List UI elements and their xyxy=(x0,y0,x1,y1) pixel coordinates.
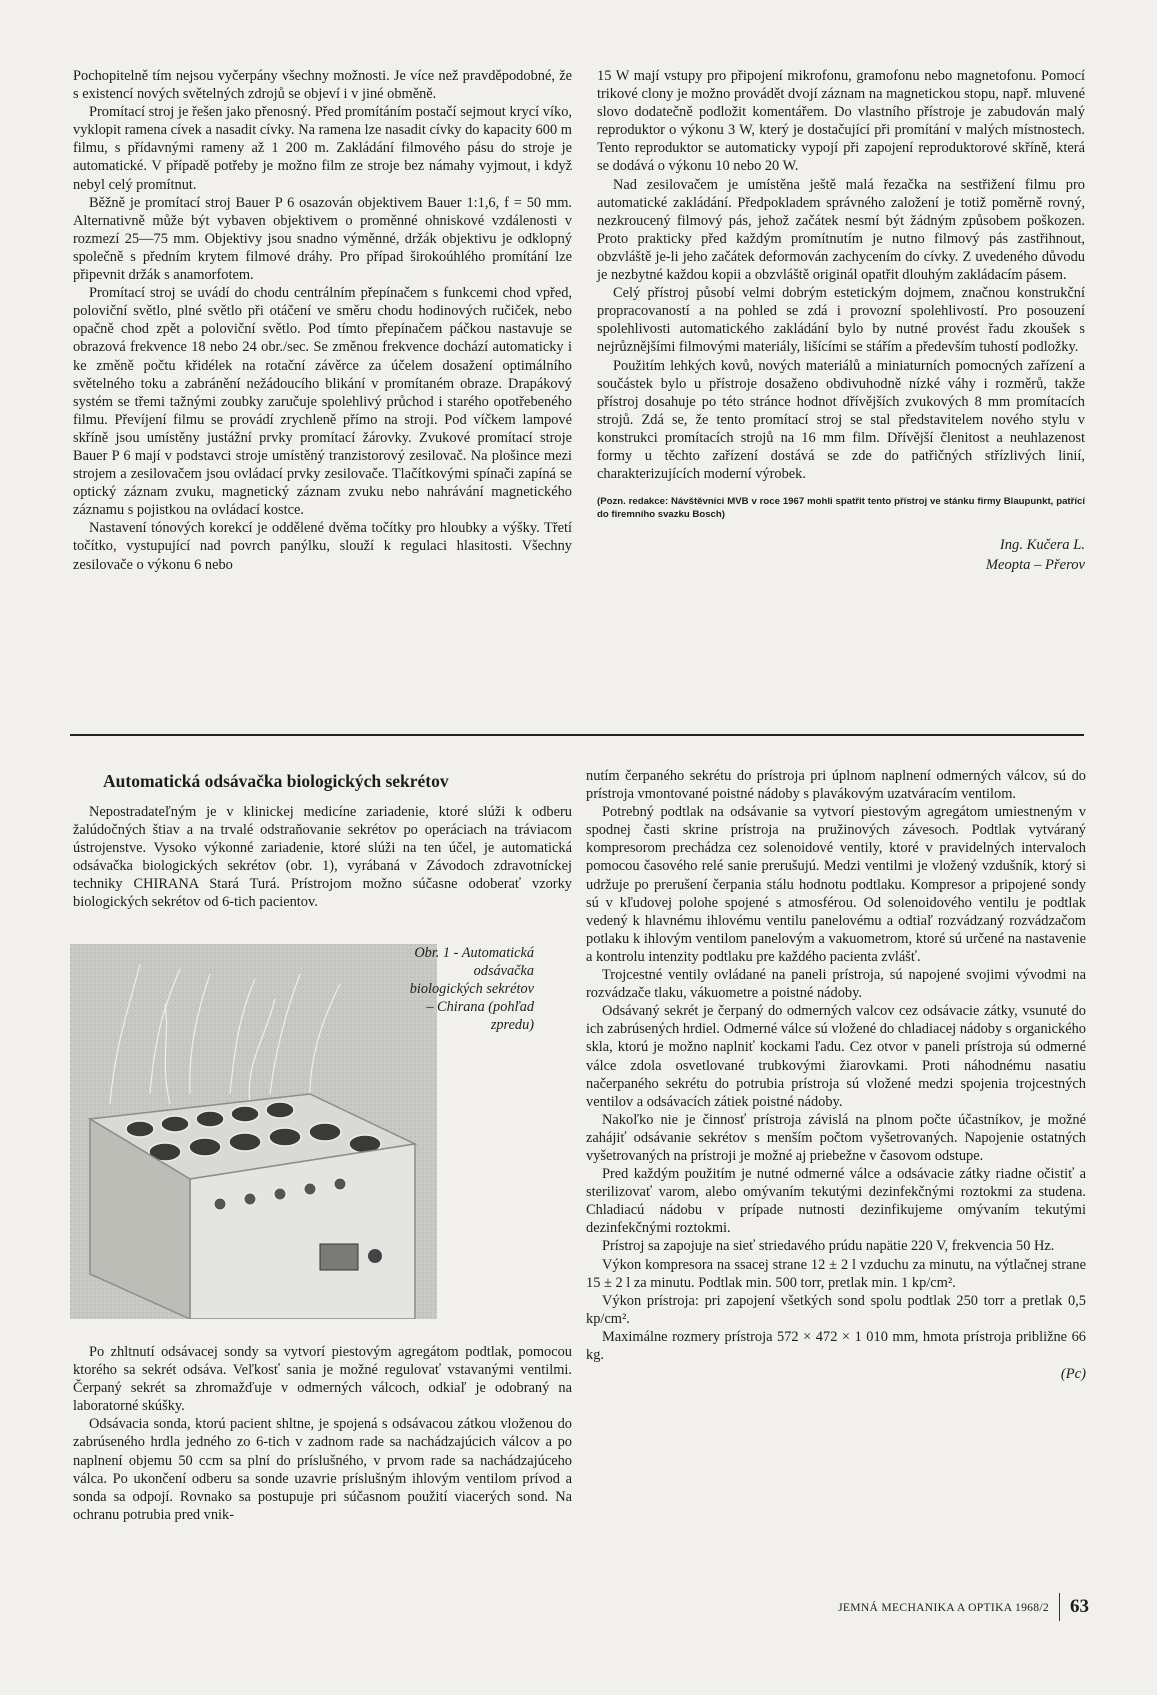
journal-name: JEMNÁ MECHANIKA A OPTIKA 1968/2 xyxy=(838,1600,1049,1614)
paragraph: Nad zesilovačem je umístěna ještě malá řezačka na sestřižení filmu pro automatické zakládání. Předpokladem správného založení je totiž poměrně rovný, nezkroucený filmový pás, jehož začátek nesmí být žádným způsobem poškozen. Proto prakticky před každým promítnutím je nutno filmový pás zastřihnout, obzvláště je-li jeho začátek deformován zachycením do cívky. Z uvedeného důvodu je nezbytné každou kopii a obzvláště originál opatřit dlouhým zakládacím pásem. xyxy=(597,176,1085,284)
article-title: Automatická odsávačka biologických sekrétov xyxy=(103,771,449,791)
paragraph: Výkon kompresora na ssacej strane 12 ± 2 l vzduchu za minutu, na výtlačnej strane 15 ± 2 l za minutu. Podtlak min. 500 torr, pretlak min. 1 kp/cm². xyxy=(586,1256,1086,1291)
paragraph: Běžně je promítací stroj Bauer P 6 osazován objektivem Bauer 1:1,6, f = 50 mm. Alternativně může být vybaven objektivem o proměnné ohniskové vzdálenosti v rozmezí 25—75 mm. Objektivy jsou snadno výměnné, držák objektivu je odklopný společně s předním krytem filmové dráhy. Pro případ širokoúhlého promítání lze připevnit držák s anamorfotem. xyxy=(73,194,572,284)
author-affiliation: Meopta – Přerov xyxy=(985,557,1085,574)
paragraph: Trojcestné ventily ovládané na paneli prístroja, sú napojené svojimi vývodmi na rozvádzače tlaku, vákuometre a poistné nádoby. xyxy=(586,967,1086,1002)
device-illustration xyxy=(70,944,437,1319)
editor-note: (Pozn. redakce: Návštěvníci MVB v roce 1967 mohli spatřit tento přístroj ve stánku firmy Blaupunkt, patřící do firemního svazku Bosch) xyxy=(597,496,1085,521)
paragraph: Maximálne rozmery prístroja 572 × 472 × 1 010 mm, hmota prístroja približne 66 kg. xyxy=(586,1328,1086,1363)
top-right-column xyxy=(597,67,1085,575)
paragraph: Odsávaný sekrét je čerpaný do odmerných valcov cez odsávacie zátky, vsunuté do ich zabrúsených hrdiel. Odmerné válce sú vložené do chladiacej nádoby s organického skla, ktorú je možno naplniť kockami ľadu. Cez otvor v paneli prístroja sú odmerné válce zdola osvetlované trubkovými žiarovkami. Proti náhodnému nasatiu načerpaného sekrétu do potrubia prístroja sú vložené medzi spojenia trojcestných ventilov a odsávacích zátiek poistné nádoby. xyxy=(586,1003,1086,1110)
section-divider xyxy=(70,734,1084,736)
article-intro xyxy=(73,803,572,912)
paragraph: Výkon prístroja: pri zapojení všetkých sond spolu podtlak 250 torr a pretlak 0,5 kp/cm². xyxy=(586,1292,1086,1327)
paragraph: Celý přístroj působí velmi dobrým estetickým dojmem, značnou konstrukční propracovaností a na pohled se zdá i provozní spolehlivostí. Pro posouzení spolehlivosti automatického zakládání bylo by nutné provést řadu zkoušek s nejrůznějšími filmovými materiály, lišícími se stářím a především tuhostí podložky. xyxy=(597,285,1085,356)
device-photo xyxy=(70,944,437,1319)
paragraph: Pochopitelně tím nejsou vyčerpány všechny možnosti. Je více než pravděpodobné, že s existencí nových světelných zdrojů se objeví i v jiné obměně. xyxy=(73,68,572,103)
article-left-bottom xyxy=(73,1343,572,1524)
article-author-mark: (Pc) xyxy=(1060,1366,1086,1383)
paragraph: Pred každým použitím je nutné odmerné válce a odsávacie zátky riadne očistiť a sterilizovať varom, alebo omývaním tekutými dezinfekčnými roztokmi za studena. Chladiacú nádobu v prípade nutnosti dezinfikujeme omývaním tekutými dezinfekčnými roztokmi. xyxy=(586,1166,1086,1237)
paragraph: Použitím lehkých kovů, nových materiálů a miniaturních pomocných zařízení a součástek bylo u přístroje dosaženo obdivuhodně nízké váhy i rozměrů, takže přístroj dosahuje po této stránce hodnot dřívějších zvukových 8 mm promítacích strojů. Zdá se, že tento promítací stroj se stal představitelem nového stylu v konstrukci promítacích strojů na 16 mm film. Dřívější členitost a neuhlazenost formy u těchto zařízení dostává se zde do patřičných střízlivých linií, charakterizujících moderní výrobek. xyxy=(597,357,1085,483)
paragraph: Odsávacia sonda, ktorú pacient shltne, je spojená s odsávacou zátkou vloženou do zabrúseného hrdla jedného zo 6-tich v zadnom rade sa nachádzajúcich válcov a po naplnení objemu 50 ccm sa plní do príslušného, v prvom rade sa nachádzajúceho válca. Po ukončení odberu sa sonde uzavrie príslušným ihlovým ventilom prívod a sonda sa odpojí. Rovnako sa postupuje pri súčasnom použití viacerých sond. Na ochranu potrubia pred vnik- xyxy=(73,1416,572,1523)
page-number: 63 xyxy=(1070,1596,1089,1617)
paragraph: Nepostradateľným je v klinickej medicíne zariadenie, ktoré slúži k odberu žalúdočných štiav a na trvalé odstraňovanie sekrétov po operáciach na tráviacom ústrojenstve. Vysoko výkonné zariadenie, ktoré slúži na ten účel, je automatická odsávačka biologických sekrétov (obr. 1), vyrábaná v Závodoch zdravotníckej techniky CHIRANA Stará Turá. Prístrojom možno súčasne odoberať vzorky biologických sekrétov od 6-tich pacientov. xyxy=(73,804,572,911)
paragraph: Nakoľko nie je činnosť prístroja závislá na plnom počte účastníkov, je možné zahájiť odsávanie sekrétov s menším počtom vyšetrovaných. Napojenie ostatných vyšetrovaných na prístroji je možné aj priebežne v časovom odstupe. xyxy=(586,1111,1086,1164)
top-left-column xyxy=(73,67,572,574)
page-footer xyxy=(838,1593,1089,1621)
paragraph: Prístroj sa zapojuje na sieť striedavého prúdu napätie 220 V, frekvencia 50 Hz. xyxy=(602,1238,1055,1255)
figure-caption: Obr. 1 - Automatická odsávačka biologických sekrétov – Chirana (pohľad zpredu) xyxy=(409,945,534,1033)
article-right-column xyxy=(586,767,1086,1384)
author-name: Ing. Kučera L. xyxy=(999,537,1085,554)
paragraph: 15 W mají vstupy pro připojení mikrofonu, gramofonu nebo magnetofonu. Pomocí trikové clony je možno provádět dvojí záznam na magnetickou stopu, např. mluvené slovo dodatečně podložit komentářem. Do vlastního přístroje je zabudován malý reproduktor o výkonu 3 W, který je dostačující při promítání v malých místnostech. Tento reproduktor se automaticky vypojí při zapojení reproduktorové skříně, která se dodává o výkonu 10 nebo 20 W. xyxy=(597,68,1085,175)
paragraph: Po zhltnutí odsávacej sondy sa vytvorí piestovým agregátom podtlak, pomocou ktorého sa sekrét odsáva. Veľkosť sania je možné regulovať vstavanými ventilmi. Čerpaný sekrét sa zhromažďuje v odmerných válcoch, odkiaľ je odobraný na laboratorné skúšky. xyxy=(73,1344,572,1415)
paragraph: nutím čerpaného sekrétu do prístroja pri úplnom naplnení odmerných válcov, sú do prístroja vmontované poistné nádoby s plavákovým uzatváracím ventilom. xyxy=(586,768,1086,803)
paragraph: Potrebný podtlak na odsávanie sa vytvorí piestovým agregátom umiestneným v spodnej časti skrine prístroja na pružinových závesoch. Podtlak vytváraný kompresorom prechádza cez solenoidové ventily, ktoré v pravidelných intervaloch pomocou časového relé sanie prerušujú. Medzi ventilmi je vložený vzdušník, ktorý si udržuje po prerušení čerpania stálu hodnotu podtlaku. Kompresor a pripojené sondy sú v kľudovej polohe spojené s atmosférou. Od solenoidového ventilu je podtlak vedený k hlavnému ihlovému ventilu panelovému a odtiaľ rozvádzaný rozvádzačom potlaku k ihlovým ventilom panelovým a vakuometrom, ktoré sú určené na nastavenie a kontrolu intenzity podtlaku pre každého pacienta zvlášť. xyxy=(586,804,1086,965)
paragraph: Promítací stroj je řešen jako přenosný. Před promítáním postačí sejmout krycí víko, vyklopit ramena cívek a nasadit cívky. Na ramena lze nasadit cívky do kapacity 600 m filmu, s přídavnými rameny až 1 200 m. Zakládání filmového pásu do stroje je automatické. V případě potřeby je možno film ze stroje bez námahy vyjmout, i když nebyl celý promítnut. xyxy=(73,104,572,193)
paragraph: Nastavení tónových korekcí je oddělené dvěma točítky pro hloubky a výšky. Třetí točítko, vystupující nad povrch panýlku, slouží k regulaci hlasitosti. Všechny zesilovače o výkonu 6 nebo xyxy=(73,520,572,573)
paragraph: Promítací stroj se uvádí do chodu centrálním přepínačem s funkcemi chod vpřed, poloviční světlo, plné světlo při otáčení ve směru chodu hodinových ručiček, nebo opačně chod zpět a poloviční světlo. Pod tímto přepínačem páčkou nastavuje se obrazová frekvence 18 nebo 24 obr./sec. Se změnou frekvence dochází automaticky i ke změně počtu křidélek na rotační závěrce za účelem dosažení optimálního světelného toku a zabránění nežádoucího blikání v promítaném obraze. Drapákový systém se třemi tažnými zoubky zaručuje spolehlivý průchod i starého opotřebeného filmu. Převíjení filmu se provádí zrychleně přímo na stroji. Pod víčkem lampové skříně jsou umístěny justážní prvky promítací žárovky. Zvukové promítací stroje Bauer P 6 mají v podstavci stroje umístěný tranzistorový zesilovač. Na plošince mezi strojem a zesilovačem jsou ovládací prvky zesilovače. Tlačítkovými spínači zapíná se optický záznam zvuku, magnetický záznam zvuku nebo nahrávání magnetického záznamu s pojistkou na ovládací kostce. xyxy=(73,285,572,519)
